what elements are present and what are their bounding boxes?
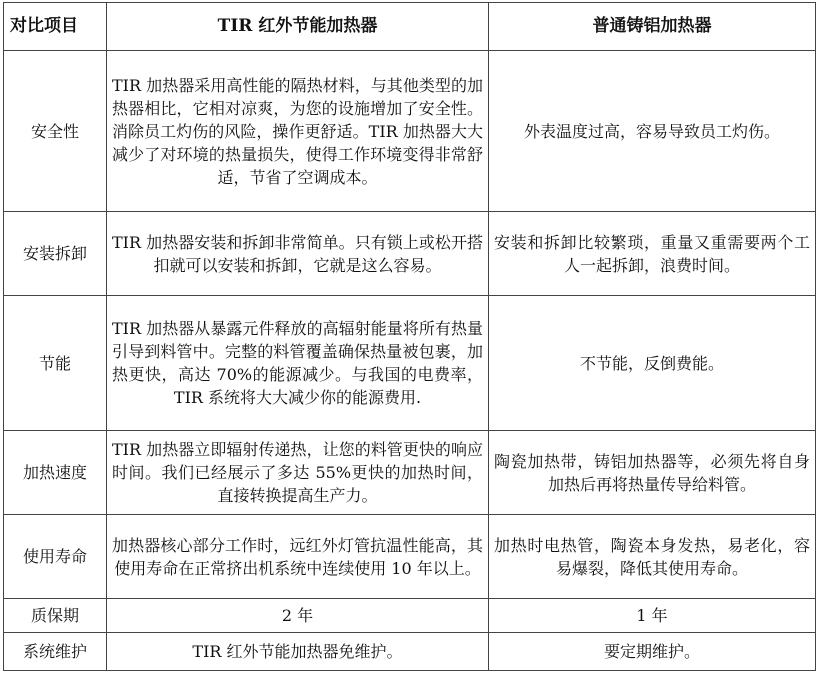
table-row [4, 51, 816, 212]
row-label: 安全性 [4, 51, 107, 212]
row-label: 使用寿命 [4, 515, 107, 599]
table-row [4, 212, 816, 296]
header-item: 对比项目 [4, 3, 107, 51]
cast-cell: 安装和拆卸比较繁琐，重量又重需要两个工人一起拆卸，浪费时间。 [489, 212, 816, 296]
cast-cell: 加热时电热管，陶瓷本身发热，易老化，容易爆裂，降低其使用寿命。 [489, 515, 816, 599]
cast-cell: 陶瓷加热带，铸铝加热器等，必须先将自身加热后再将热量传导给料管。 [489, 431, 816, 515]
header-tir: TIR 红外节能加热器 [107, 3, 489, 51]
cast-cell: 1 年 [489, 599, 816, 633]
table-row [4, 431, 816, 515]
tir-cell: 加热器核心部分工作时，远红外灯管抗温性能高，其使用寿命在正常挤出机系统中连续使用 10 年以上。 [107, 515, 489, 599]
row-label: 节能 [4, 296, 107, 431]
tir-cell: TIR 加热器从暴露元件释放的高辐射能量将所有热量引导到料管中。完整的料管覆盖确保热量被包裹，加热更快，高达 70%的能源减少。与我国的电费率，TIR 系统将大大减少你的能源费用. [107, 296, 489, 431]
tir-cell: 2 年 [107, 599, 489, 633]
row-label: 加热速度 [4, 431, 107, 515]
row-label: 质保期 [4, 599, 107, 633]
cast-cell: 不节能，反倒费能。 [489, 296, 816, 431]
row-label: 安装拆卸 [4, 212, 107, 296]
cast-cell: 外表温度过高，容易导致员工灼伤。 [489, 51, 816, 212]
table-row [4, 296, 816, 431]
tir-cell: TIR 红外节能加热器免维护。 [107, 633, 489, 671]
header-cast-aluminum: 普通铸铝加热器 [489, 3, 816, 51]
table-row [4, 599, 816, 633]
row-label: 系统维护 [4, 633, 107, 671]
header-row [4, 3, 816, 51]
tir-cell: TIR 加热器立即辐射传递热，让您的料管更快的响应时间。我们已经展示了多达 55%更快的加热时间，直接转换提高生产力。 [107, 431, 489, 515]
cast-cell: 要定期维护。 [489, 633, 816, 671]
tir-cell: TIR 加热器安装和拆卸非常简单。只有锁上或松开搭扣就可以安装和拆卸，它就是这么容易。 [107, 212, 489, 296]
comparison-table [3, 2, 816, 671]
table-row [4, 633, 816, 671]
tir-cell: TIR 加热器采用高性能的隔热材料，与其他类型的加热器相比，它相对凉爽，为您的设施增加了安全性。消除员工灼伤的风险，操作更舒适。TIR 加热器大大减少了对环境的热量损失，使得工作环境变得非常舒适，节省了空调成本。 [107, 51, 489, 212]
table-row [4, 515, 816, 599]
